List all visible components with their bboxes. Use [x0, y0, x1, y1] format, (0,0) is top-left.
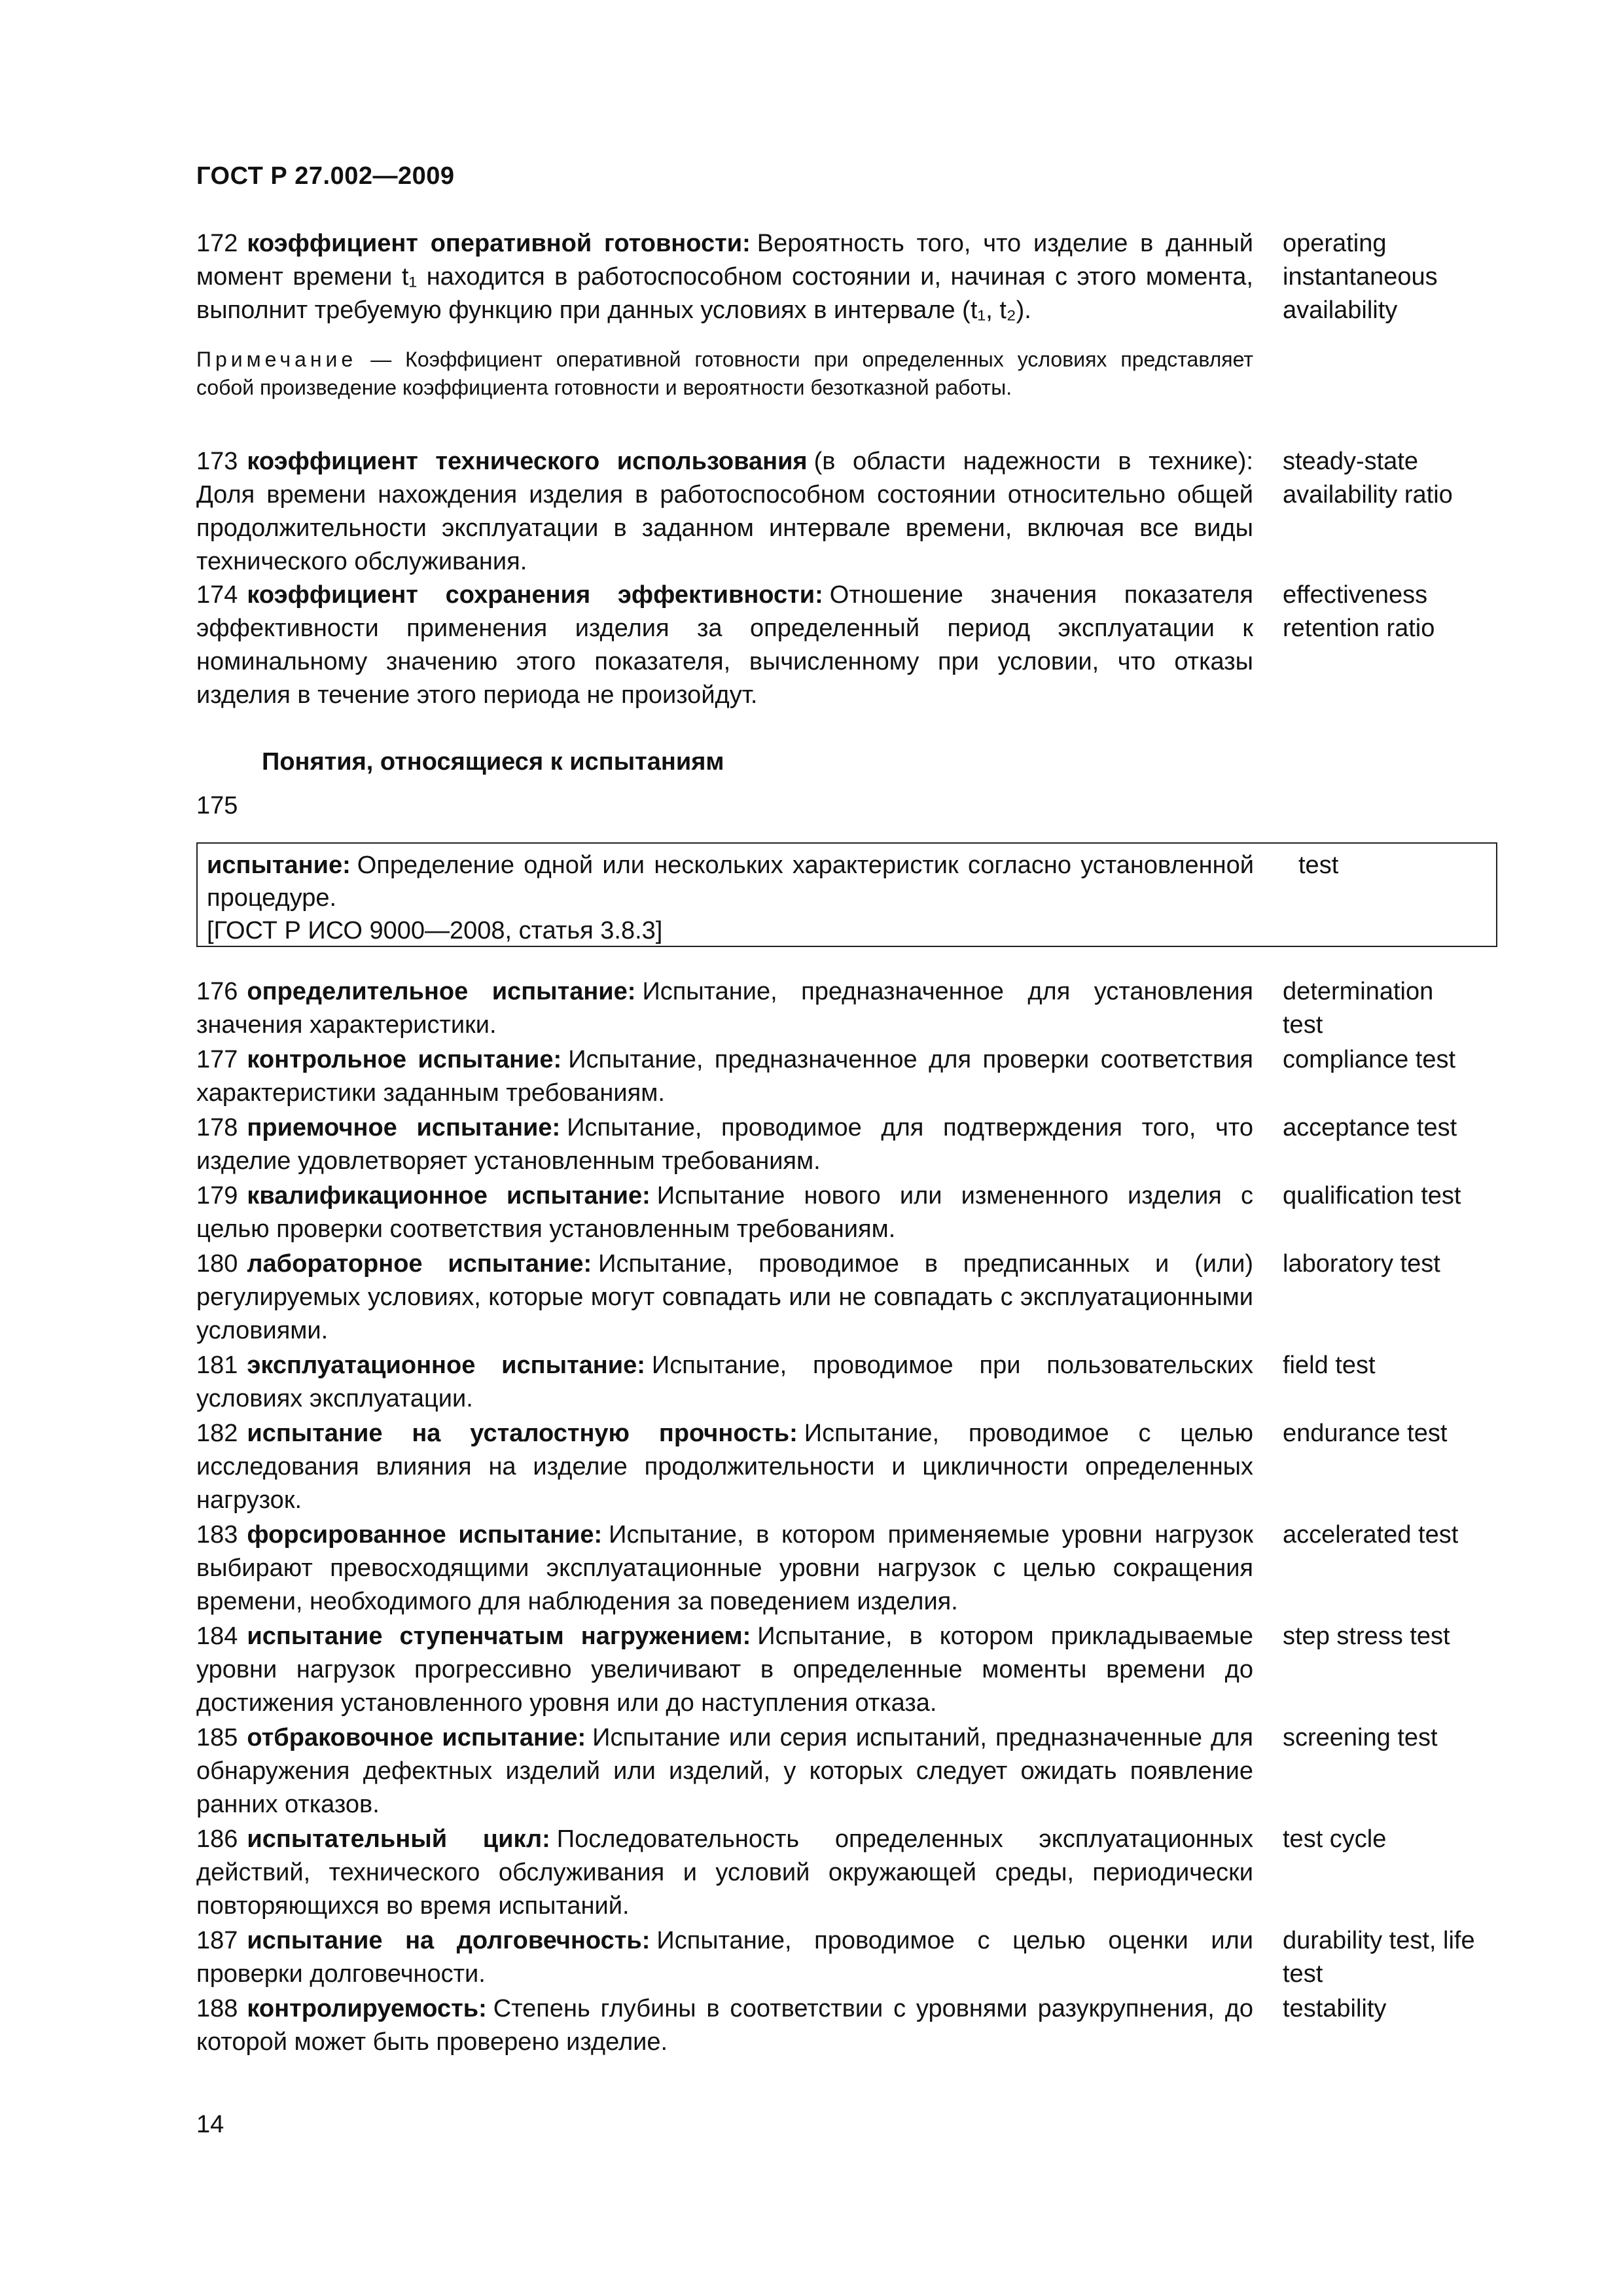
term-number: 187 — [196, 1927, 238, 1954]
term-number: 182 — [196, 1420, 238, 1447]
term-name: испытательный цикл: — [247, 1825, 550, 1853]
term-definition-block — [196, 1179, 1253, 1246]
term-number: 174 — [196, 581, 238, 609]
term-definition-block — [196, 1721, 1253, 1821]
term-definition-block — [196, 1620, 1253, 1720]
term-name: контрольное испытание: — [247, 1046, 562, 1073]
term-entry — [196, 1247, 1505, 1348]
term-entry — [196, 1823, 1505, 1923]
term-number: 176 — [196, 978, 238, 1005]
term-english: acceptance test — [1283, 1114, 1457, 1141]
term-entry — [196, 1179, 1505, 1246]
term-definition: Отношение значения показателя эффективности применения изделия за определенный период эксплуатации к номинальному значению этого показателя, вычисленному при условии, что отказы изделия в течение этого периода не произойдут. — [196, 581, 1253, 709]
term-name: контролируемость: — [247, 1995, 487, 2022]
term-name: испытание: — [207, 852, 351, 879]
term-definition-block — [196, 1924, 1253, 1991]
term-name: коэффициент сохранения эффективности: — [247, 581, 823, 609]
term-english: laboratory test — [1283, 1250, 1440, 1278]
term-number: 181 — [196, 1352, 238, 1379]
term-english: accelerated test — [1283, 1521, 1459, 1549]
term-name: эксплуатационное испытание: — [247, 1352, 645, 1379]
term-english: operating instantaneous availability — [1283, 230, 1438, 324]
term-definition: Испытание, предназначенное для проверки соответствия характеристики заданным требованиям. — [196, 1046, 1253, 1107]
term-definition: Испытание нового или измененного изделия с целью проверки соответствия установленным требованиям. — [196, 1182, 1254, 1243]
term-number: 180 — [196, 1250, 238, 1278]
term-definition: Испытание или серия испытаний, предназначенные для обнаружения дефектных изделий или изделий, у которых следует ожидать появление ранних отказов. — [196, 1724, 1253, 1818]
term-english: test — [1298, 852, 1339, 879]
term-definition: Последовательность определенных эксплуатационных действий, технического обслуживания и условий окружающей среды, периодически повторяющихся во время испытаний. — [196, 1825, 1253, 1920]
term-definition-block — [196, 1992, 1253, 2059]
term-entry — [196, 579, 1505, 712]
term-number: 172 — [196, 230, 238, 257]
term-number: 184 — [196, 1623, 238, 1650]
term-entry — [196, 1043, 1505, 1110]
term-name: коэффициент оперативной готовности: — [247, 230, 751, 257]
term-definition: Испытание, в котором применяемые уровни нагрузок выбирают превосходящими эксплуатационные уровни нагрузок с целью сокращения времени, необходимого для наблюдения за поведением изделия. — [196, 1521, 1253, 1615]
term-entry — [196, 1992, 1505, 2059]
term-name: приемочное испытание: — [247, 1114, 561, 1141]
term-number: 186 — [196, 1825, 238, 1853]
term-definition-block — [196, 1823, 1253, 1923]
term-definition: Испытание, в котором прикладываемые уровни нагрузок прогрессивно увеличивают в определенные моменты времени до достижения установленного уровня или до наступления отказа. — [196, 1623, 1253, 1717]
term-english: steady-state availability ratio — [1283, 448, 1453, 509]
term-reference: [ГОСТ Р ИСО 9000—2008, статья 3.8.3] — [207, 917, 663, 944]
term-definition-block — [196, 1111, 1253, 1178]
term-definition: Испытание, проводимое для подтверждения того, что изделие удовлетворяет установленным требованиям. — [196, 1114, 1253, 1175]
term-definition: Вероятность того, что изделие в данный момент времени t₁ находится в работоспособном состоянии и, начиная с этого момента, выполнит требуемую функцию при данных условиях в интервале (t₁, t₂). — [196, 230, 1253, 324]
term-english: test cycle — [1283, 1825, 1387, 1853]
term-definition-block — [196, 1247, 1253, 1348]
term-entry — [196, 1417, 1505, 1517]
term-english: field test — [1283, 1352, 1376, 1379]
term-definition: Испытание, проводимое с целью оценки или проверки долговечности. — [196, 1927, 1254, 1988]
boxed-term-entry — [196, 842, 1497, 947]
term-name: испытание на долговечность: — [247, 1927, 651, 1954]
term-definition-block — [196, 1417, 1253, 1517]
term-name: коэффициент технического использования — [247, 448, 808, 475]
term-definition: Испытание, проводимое в предписанных и (или) регулируемых условиях, которые могут совпадать или не совпадать с эксплуатационными условиями. — [196, 1250, 1253, 1344]
term-number: 179 — [196, 1182, 238, 1210]
term-number: 185 — [196, 1724, 238, 1751]
note-label: Примечание — [196, 348, 357, 371]
term-name: форсированное испытание: — [247, 1521, 603, 1549]
term-name: определительное испытание: — [247, 978, 636, 1005]
term-entry — [196, 1349, 1505, 1416]
term-entry — [196, 1924, 1505, 1991]
term-number: 173 — [196, 448, 238, 475]
term-entry — [196, 1620, 1505, 1720]
page-number: 14 — [196, 2111, 224, 2138]
term-definition-block — [196, 579, 1253, 712]
term-definition: Степень глубины в соответствии с уровнями разукрупнения, до которой может быть проверено изделие. — [196, 1995, 1253, 2056]
section-title: Понятия, относящиеся к испытаниям — [262, 748, 724, 776]
term-number: 188 — [196, 1995, 238, 2022]
document-header: ГОСТ Р 27.002—2009 — [196, 162, 455, 190]
term-english: screening test — [1283, 1724, 1438, 1751]
note-text: — Коэффициент оперативной готовности при определенных условиях представляет собой произведение коэффициента готовности и вероятности безотказной работы. — [196, 348, 1254, 399]
term-english: endurance test — [1283, 1420, 1448, 1447]
term-definition-block — [196, 1518, 1253, 1619]
term-name: квалификационное испытание: — [247, 1182, 651, 1210]
term-number: 183 — [196, 1521, 238, 1549]
term-english: step stress test — [1283, 1623, 1450, 1650]
term-definition: Определение одной или нескольких характеристик согласно установленной процедуре. — [207, 852, 1254, 912]
term-number: 175 — [196, 792, 238, 819]
term-name: испытание на усталостную прочность: — [247, 1420, 798, 1447]
term-definition: Испытание, проводимое с целью исследования влияния на изделие продолжительности и цикличности определенных нагрузок. — [196, 1420, 1253, 1514]
term-definition: Испытание, проводимое при пользовательских условиях эксплуатации. — [196, 1352, 1253, 1412]
term-entry — [196, 975, 1505, 1042]
term-definition-block — [196, 1043, 1253, 1110]
term-definition-block — [196, 975, 1253, 1042]
term-english: testability — [1283, 1995, 1387, 2022]
term-number: 177 — [196, 1046, 238, 1073]
term-english: compliance test — [1283, 1046, 1456, 1073]
term-english: effectiveness retention ratio — [1283, 581, 1435, 642]
term-entry — [196, 227, 1505, 327]
term-definition-block — [196, 445, 1253, 579]
term-english: qualification test — [1283, 1182, 1461, 1210]
term-name: лабораторное испытание: — [247, 1250, 592, 1278]
term-definition: Испытание, предназначенное для установления значения характеристики. — [196, 978, 1254, 1039]
term-number: 178 — [196, 1114, 238, 1141]
term-entry — [196, 445, 1505, 579]
term-entry — [196, 1111, 1505, 1178]
term-entry — [196, 1518, 1505, 1619]
term-english: determination test — [1283, 978, 1434, 1039]
term-english: durability test, life test — [1283, 1927, 1475, 1988]
term-definition: (в области надежности в технике): Доля времени нахождения изделия в работоспособном состоянии относительно общей продолжительности эксплуатации в заданном интервале времени, включая все виды технического обслуживания. — [196, 448, 1253, 575]
term-definition-block — [207, 849, 1254, 947]
term-definition-block — [196, 227, 1253, 327]
note — [196, 346, 1253, 402]
term-name: испытание ступенчатым нагружением: — [247, 1623, 751, 1650]
term-entry — [196, 1721, 1505, 1821]
term-definition-block — [196, 1349, 1253, 1416]
term-name: отбраковочное испытание: — [247, 1724, 586, 1751]
